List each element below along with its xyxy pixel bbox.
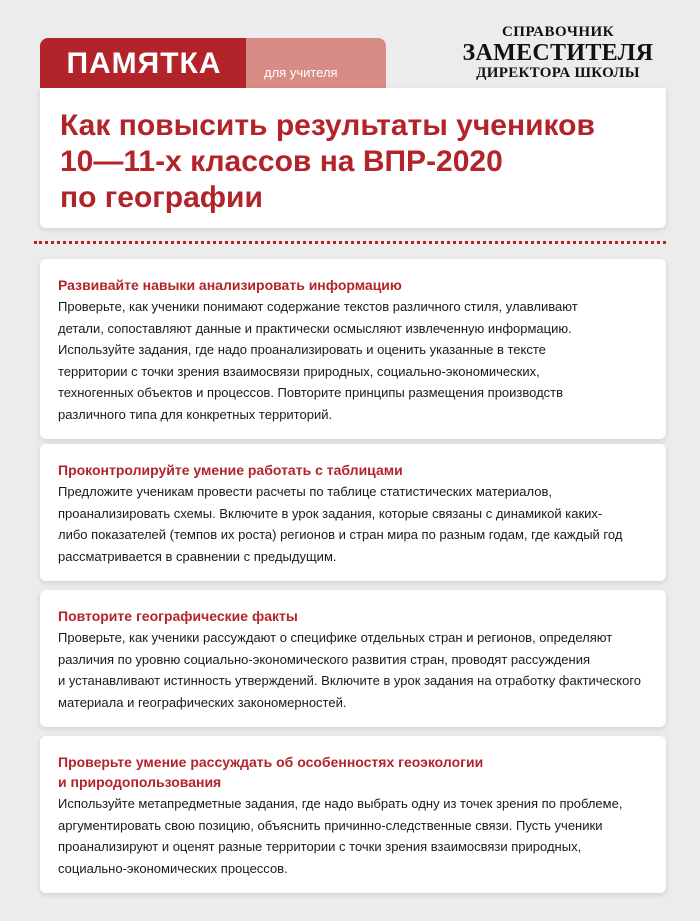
body-line: Предложите ученикам провести расчеты по таблице статистических материалов, — [58, 484, 552, 499]
title-line: по географии — [60, 181, 263, 214]
section-body — [58, 296, 646, 425]
page-title — [60, 108, 666, 216]
section-body — [58, 627, 646, 713]
body-line: техногенных объектов и процессов. Повторите принципы размещения производств — [58, 385, 564, 400]
heading-line: Развивайте навыки анализировать информацию — [58, 277, 402, 293]
memo-badge: ПАМЯТКА — [40, 38, 248, 90]
body-line: проанализируют и оценят разные территории с точки зрения взаимосвязи природных, — [58, 839, 582, 854]
brand-line-1: СПРАВОЧНИК — [501, 24, 615, 40]
body-line: либо показателей (темпов их роста) регионов и стран мира по разным годам, где каждый год — [58, 527, 623, 542]
body-line: материала и географических закономерностей. — [58, 694, 347, 710]
section-card-analyze-info — [40, 259, 666, 439]
section-card-tables — [40, 444, 666, 581]
brand-line-3: ДИРЕКТОРА ШКОЛЫ — [476, 65, 640, 81]
section-body — [58, 793, 646, 879]
body-line: и устанавливают истинность утверждений. Включите в урок задания на отработку фактического — [58, 673, 642, 688]
body-line: социально-экономических процессов. — [58, 860, 288, 876]
body-line: Проверьте, как ученики понимают содержание текстов различного стиля, улавливают — [58, 299, 578, 314]
title-line: 10—11-х классов на ВПР-2020 — [60, 145, 503, 178]
brand-logo — [458, 24, 658, 82]
body-line: Используйте задания, где надо проанализировать и оценить указанные в тексте — [58, 342, 546, 357]
body-line: детали, сопоставляют данные и практически осмысляют извлеченную информацию. — [58, 320, 572, 336]
title-line: Как повысить результаты учеников — [60, 109, 595, 142]
body-line: различия по уровню социально-экономического развития стран, проводят рассуждения — [58, 651, 591, 667]
body-line: проанализировать схемы. Включите в урок задания, которые связаны с динамикой каких- — [58, 505, 603, 521]
body-line: территории с точки зрения взаимосвязи природных, социально-экономических, — [58, 363, 540, 379]
section-card-geoecology — [40, 736, 666, 893]
section-heading — [58, 606, 646, 626]
brand-line-2: ЗАМЕСТИТЕЛЯ — [462, 40, 654, 66]
section-heading — [58, 752, 646, 792]
body-line: Используйте метапредметные задания, где надо выбрать одну из точек зрения по проблеме, — [58, 796, 623, 811]
section-card-geo-facts — [40, 590, 666, 727]
title-card — [40, 88, 666, 228]
heading-line: Проконтролируйте умение работать с таблицами — [58, 462, 403, 478]
heading-line: и природопользования — [58, 774, 222, 790]
dotted-divider — [34, 241, 666, 244]
heading-line: Повторите географические факты — [58, 608, 298, 624]
body-line: аргументировать свою позицию, объяснить причинно-следственные связи. Пусть ученики — [58, 817, 603, 833]
section-body — [58, 481, 646, 567]
section-heading — [58, 460, 646, 480]
body-line: Проверьте, как ученики рассуждают о специфике отдельных стран и регионов, определяют — [58, 630, 613, 645]
body-line: рассматривается в сравнении с предыдущим. — [58, 548, 337, 564]
memo-badge-subtitle: для учителя — [246, 38, 386, 90]
heading-line: Проверьте умение рассуждать об особенностях геоэкологии — [58, 754, 484, 770]
body-line: различного типа для конкретных территорий. — [58, 406, 333, 422]
section-heading — [58, 275, 646, 295]
